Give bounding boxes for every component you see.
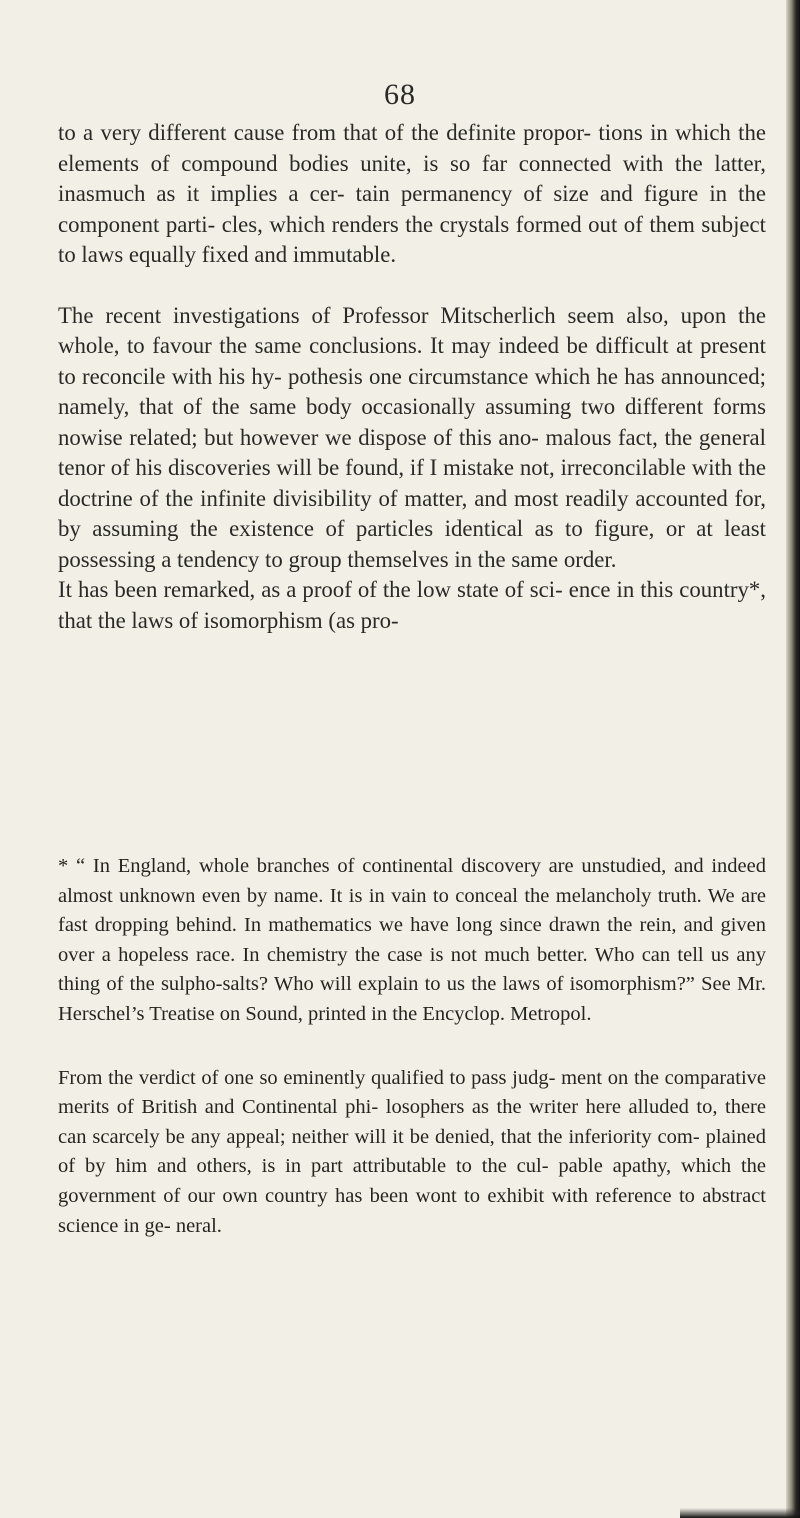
- main-text: [58, 118, 766, 636]
- page-edge-shadow: [786, 0, 800, 1518]
- main-paragraph-3: It has been remarked, as a proof of the low state of sci- ence in this country*, that the laws of isomorphism (as pro-: [58, 577, 766, 633]
- main-paragraph-2: The recent investigations of Professor Mitscherlich seem also, upon the whole, to favour the same conclusions. It may indeed be difficult at present to reconcile with his hy- pothesis one circumstance which he has announced; namely, that of the same body occasionally assuming two different forms nowise related; but however we dispose of this ano- malous fact, the general tenor of his discoveries will be found, if I mistake not, irreconcilable with the doctrine of the infinite divisibility of matter, and most readily accounted for, by assuming the existence of particles identical as to figure, or at least possessing a tendency to group themselves in the same order.: [58, 302, 766, 572]
- footnote-paragraph-2: From the verdict of one so eminently qualified to pass judg- ment on the comparative merits of British and Continental phi- losophers as the writer here alluded to, there can scarcely be any appeal; neither will it be denied, that the inferiority com- plained of by him and others, is in part attributable to the cul- pable apathy, which the government of our own country has been wont to exhibit with reference to abstract science in ge- neral.: [58, 1066, 766, 1237]
- page-corner-shadow: [680, 1508, 800, 1518]
- page-number: 68: [384, 78, 416, 111]
- main-paragraph-1: to a very different cause from that of the definite propor- tions in which the elements of compound bodies unite, is so far connected with the latter, inasmuch as it implies a cer- tain permanency of size and figure in the component parti- cles, which renders the crystals formed out of them subject to laws equally fixed and immutable.: [58, 120, 766, 267]
- footnote-block: [58, 852, 766, 1241]
- footnote-paragraph-1: * “ In England, whole branches of continental discovery are unstudied, and indeed almost unknown even by name. It is in vain to conceal the melancholy truth. We are fast dropping behind. In mathematics we have long since drawn the rein, and given over a hopeless race. In chemistry the case is not much better. Who can tell us any thing of the sulpho-salts? Who will explain to us the laws of isomorphism?” See Mr. Herschel’s Treatise on Sound, printed in the Encyclop. Metropol.: [58, 855, 766, 1025]
